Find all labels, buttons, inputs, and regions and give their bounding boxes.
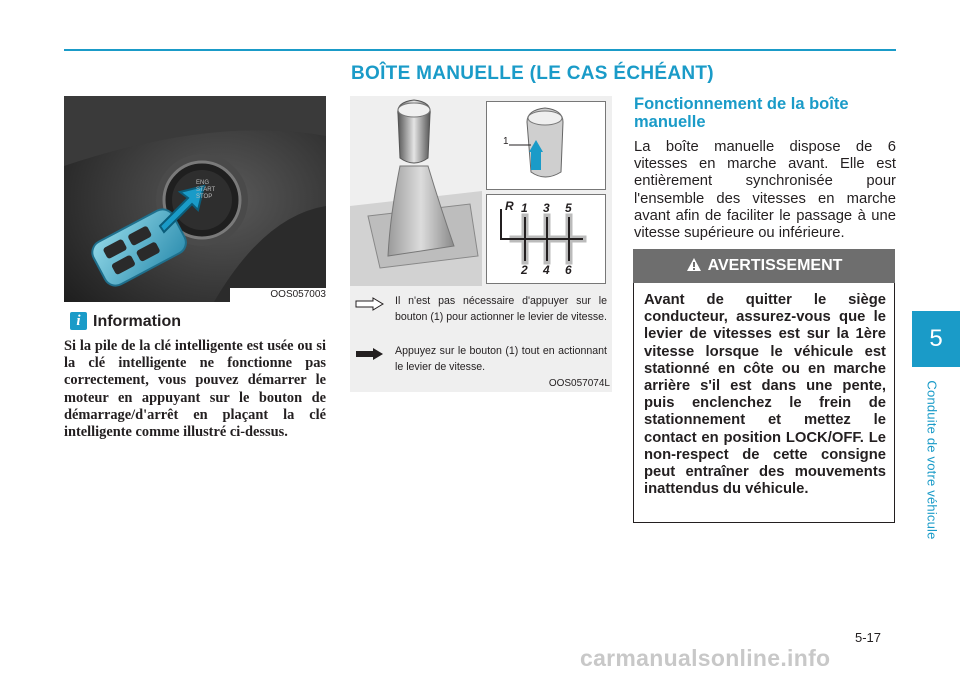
solid-arrow-icon (355, 347, 385, 361)
gear-label-6: 6 (565, 263, 572, 277)
gear-label-5: 5 (565, 201, 572, 215)
chapter-tab[interactable]: 5 (912, 311, 960, 367)
gear-label-1: 1 (521, 201, 528, 215)
figure-code: OOS057074L (548, 378, 610, 389)
inset-button-detail (486, 101, 606, 190)
legend-item-outline: Il n'est pas nécessaire d'appuyer sur le bouton (1) pour actionner le levier de vitesse. (395, 295, 607, 323)
callout-number: 1 (503, 136, 509, 147)
gear-pattern-diagram (486, 194, 606, 284)
gear-label-2: 2 (521, 263, 528, 277)
warning-title: AVERTISSEMENT (707, 257, 843, 274)
button-text-line: START (196, 187, 216, 193)
info-text: Si la pile de la clé intelligente est usée ou si la clé intelligente ne fonctionne pas correctement, vous pouvez démarrer le moteur en appuyant sur le bouton de démarrage/d'arrêt en plaçant la clé intelligente comme illustré ci-dessus. (64, 338, 326, 441)
legend-item-solid: Appuyez sur le bouton (1) tout en actionnant le levier de vitesse. (395, 345, 607, 373)
section-title: BOÎTE MANUELLE (LE CAS ÉCHÉANT) (351, 63, 714, 84)
outline-arrow-icon (355, 297, 385, 311)
warning-text: Avant de quitter le siège conducteur, assurez-vous que le levier de vitesses est sur la 1ère vitesse lorsque le véhicule est stationné en côte ou en marche arrière s'il est dans une pente, puis enclenchez le frein de stationnement et mettez le contact en position LOCK/OFF. Le non-respect de cette consigne peut entraîner des mouvements inattendus du véhicule. (644, 292, 886, 498)
chapter-label (918, 370, 946, 550)
gear-label-4: 4 (543, 263, 550, 277)
header-rule (64, 49, 896, 51)
smart-key-photo (64, 96, 326, 302)
gear-label-3: 3 (543, 201, 550, 215)
photo-code: OOS057003 (230, 288, 326, 302)
body-paragraph: La boîte manuelle dispose de 6 vitesses en marche avant. Elle est entièrement synchronisée pour l'ensemble des vitesses en marche avant afin de faciliter le passage à une vitesse supérieure ou inférieure. (634, 139, 896, 242)
gear-lever-illustration (350, 96, 482, 286)
button-text-line: STOP (196, 194, 213, 200)
warning-icon (686, 257, 702, 272)
button-engraving (196, 180, 226, 201)
chapter-title: Conduite de votre véhicule (924, 380, 940, 540)
gear-lever-drawing (350, 96, 482, 286)
watermark: carmanualsonline.info (580, 645, 831, 671)
button-text-line: ENG (196, 180, 210, 186)
subsection-title: Fonctionnement de la boîte manuelle (634, 95, 849, 131)
info-title: Information (93, 313, 181, 330)
gear-label-r: R (505, 199, 514, 213)
smart-key-illustration (64, 96, 326, 302)
warning-header (633, 249, 895, 283)
page-number: 5-17 (855, 630, 882, 645)
info-icon: i (70, 312, 87, 330)
